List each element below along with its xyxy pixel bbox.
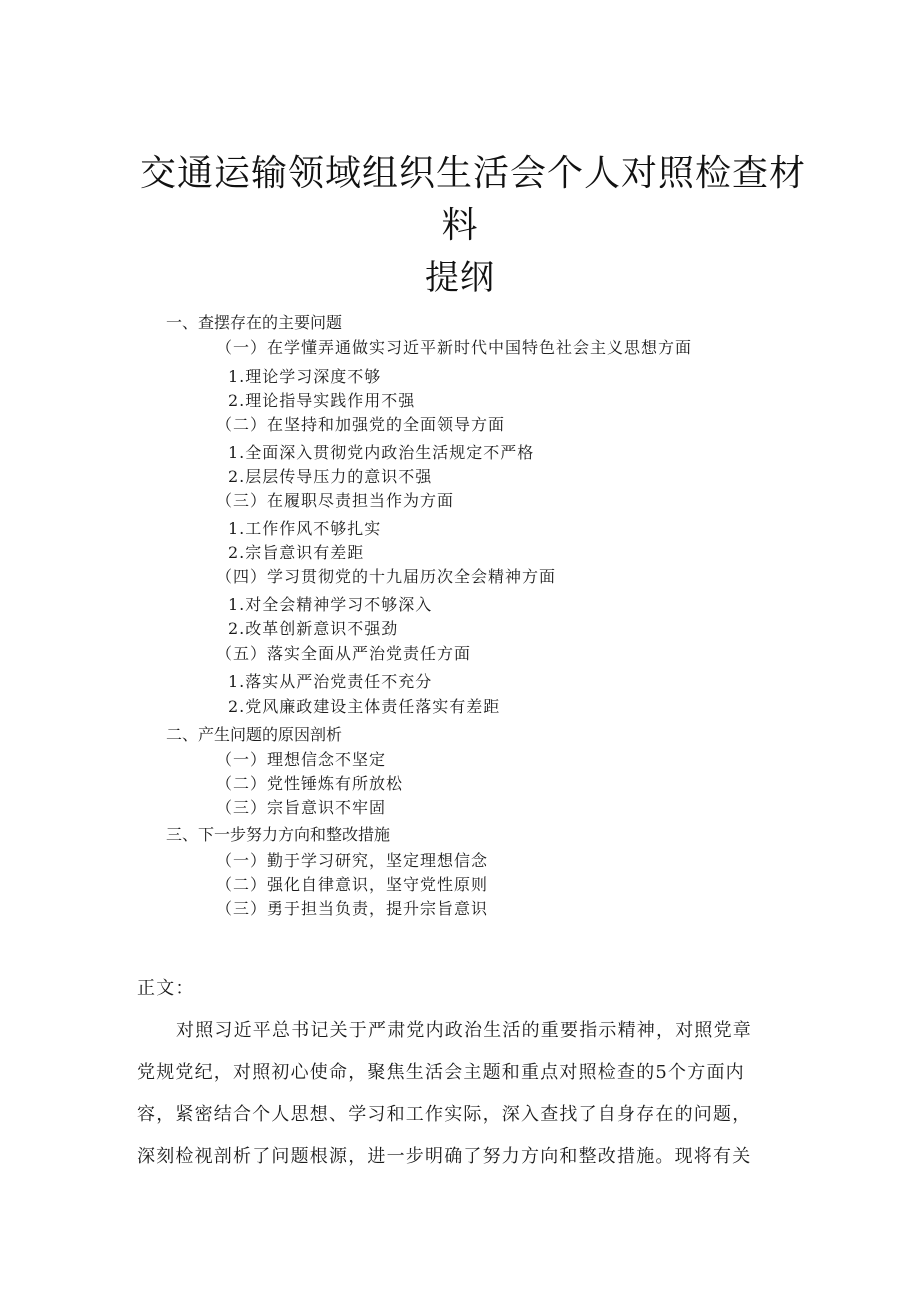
section-1-sub-2-item: 1.全面深入贯彻党内政治生活规定不严格 <box>228 443 535 462</box>
section-1-sub-4-item: 1.对全会精神学习不够深入 <box>228 595 433 614</box>
section-1-sub-2-item: 2.层层传导压力的意识不强 <box>228 467 433 486</box>
section-1-sub-5-item: 1.落实从严治党责任不充分 <box>228 672 433 691</box>
document-title-line-1: 交通运输领域组织生活会个人对照检查材 <box>140 153 807 194</box>
section-1-sub-4-item: 2.改革创新意识不强劲 <box>228 619 399 638</box>
section-1-sub-5-item: 2.党风廉政建设主体责任落实有差距 <box>228 697 501 716</box>
section-1-sub-2-heading: （二）在坚持和加强党的全面领导方面 <box>216 415 506 434</box>
section-3-heading: 三、下一步努力方向和整改措施 <box>166 825 391 844</box>
outline-title: 提纲 <box>425 258 495 298</box>
body-paragraph-line: 容，紧密结合个人思想、学习和工作实际，深入查找了自身存在的问题， <box>137 1104 752 1125</box>
section-3-item: （三）勇于担当负责，提升宗旨意识 <box>216 899 489 918</box>
section-1-sub-4-heading: （四）学习贯彻党的十九届历次全会精神方面 <box>216 567 557 586</box>
section-2-heading: 二、产生问题的原因剖析 <box>166 725 343 744</box>
section-2-item: （一）理想信念不坚定 <box>216 750 387 769</box>
section-1-sub-1-item: 1.理论学习深度不够 <box>228 367 382 386</box>
body-paragraph-line: 对照习近平总书记关于严肃党内政治生活的重要指示精神，对照党章 <box>176 1020 752 1041</box>
body-paragraph-line: 党规党纪，对照初心使命，聚焦生活会主题和重点对照检查的5个方面内 <box>137 1062 745 1083</box>
section-2-item: （二）党性锤炼有所放松 <box>216 774 404 793</box>
section-1-sub-3-heading: （三）在履职尽责担当作为方面 <box>216 491 455 510</box>
section-3-item: （一）勤于学习研究，坚定理想信念 <box>216 851 489 870</box>
section-1-sub-5-heading: （五）落实全面从严治党责任方面 <box>216 644 472 663</box>
body-paragraph-line: 深刻检视剖析了问题根源，进一步明确了努力方向和整改措施。现将有关 <box>137 1146 752 1167</box>
section-3-item: （二）强化自律意识，坚守党性原则 <box>216 875 489 894</box>
body-label: 正文： <box>137 978 195 999</box>
section-1-sub-1-item: 2.理论指导实践作用不强 <box>228 391 416 410</box>
section-1-heading: 一、查摆存在的主要问题 <box>166 313 343 332</box>
document-title-line-2: 料 <box>441 205 479 246</box>
section-2-item: （三）宗旨意识不牢固 <box>216 798 387 817</box>
section-1-sub-1-heading: （一）在学懂弄通做实习近平新时代中国特色社会主义思想方面 <box>216 338 693 357</box>
section-1-sub-3-item: 1.工作作风不够扎实 <box>228 519 382 538</box>
section-1-sub-3-item: 2.宗旨意识有差距 <box>228 543 365 562</box>
